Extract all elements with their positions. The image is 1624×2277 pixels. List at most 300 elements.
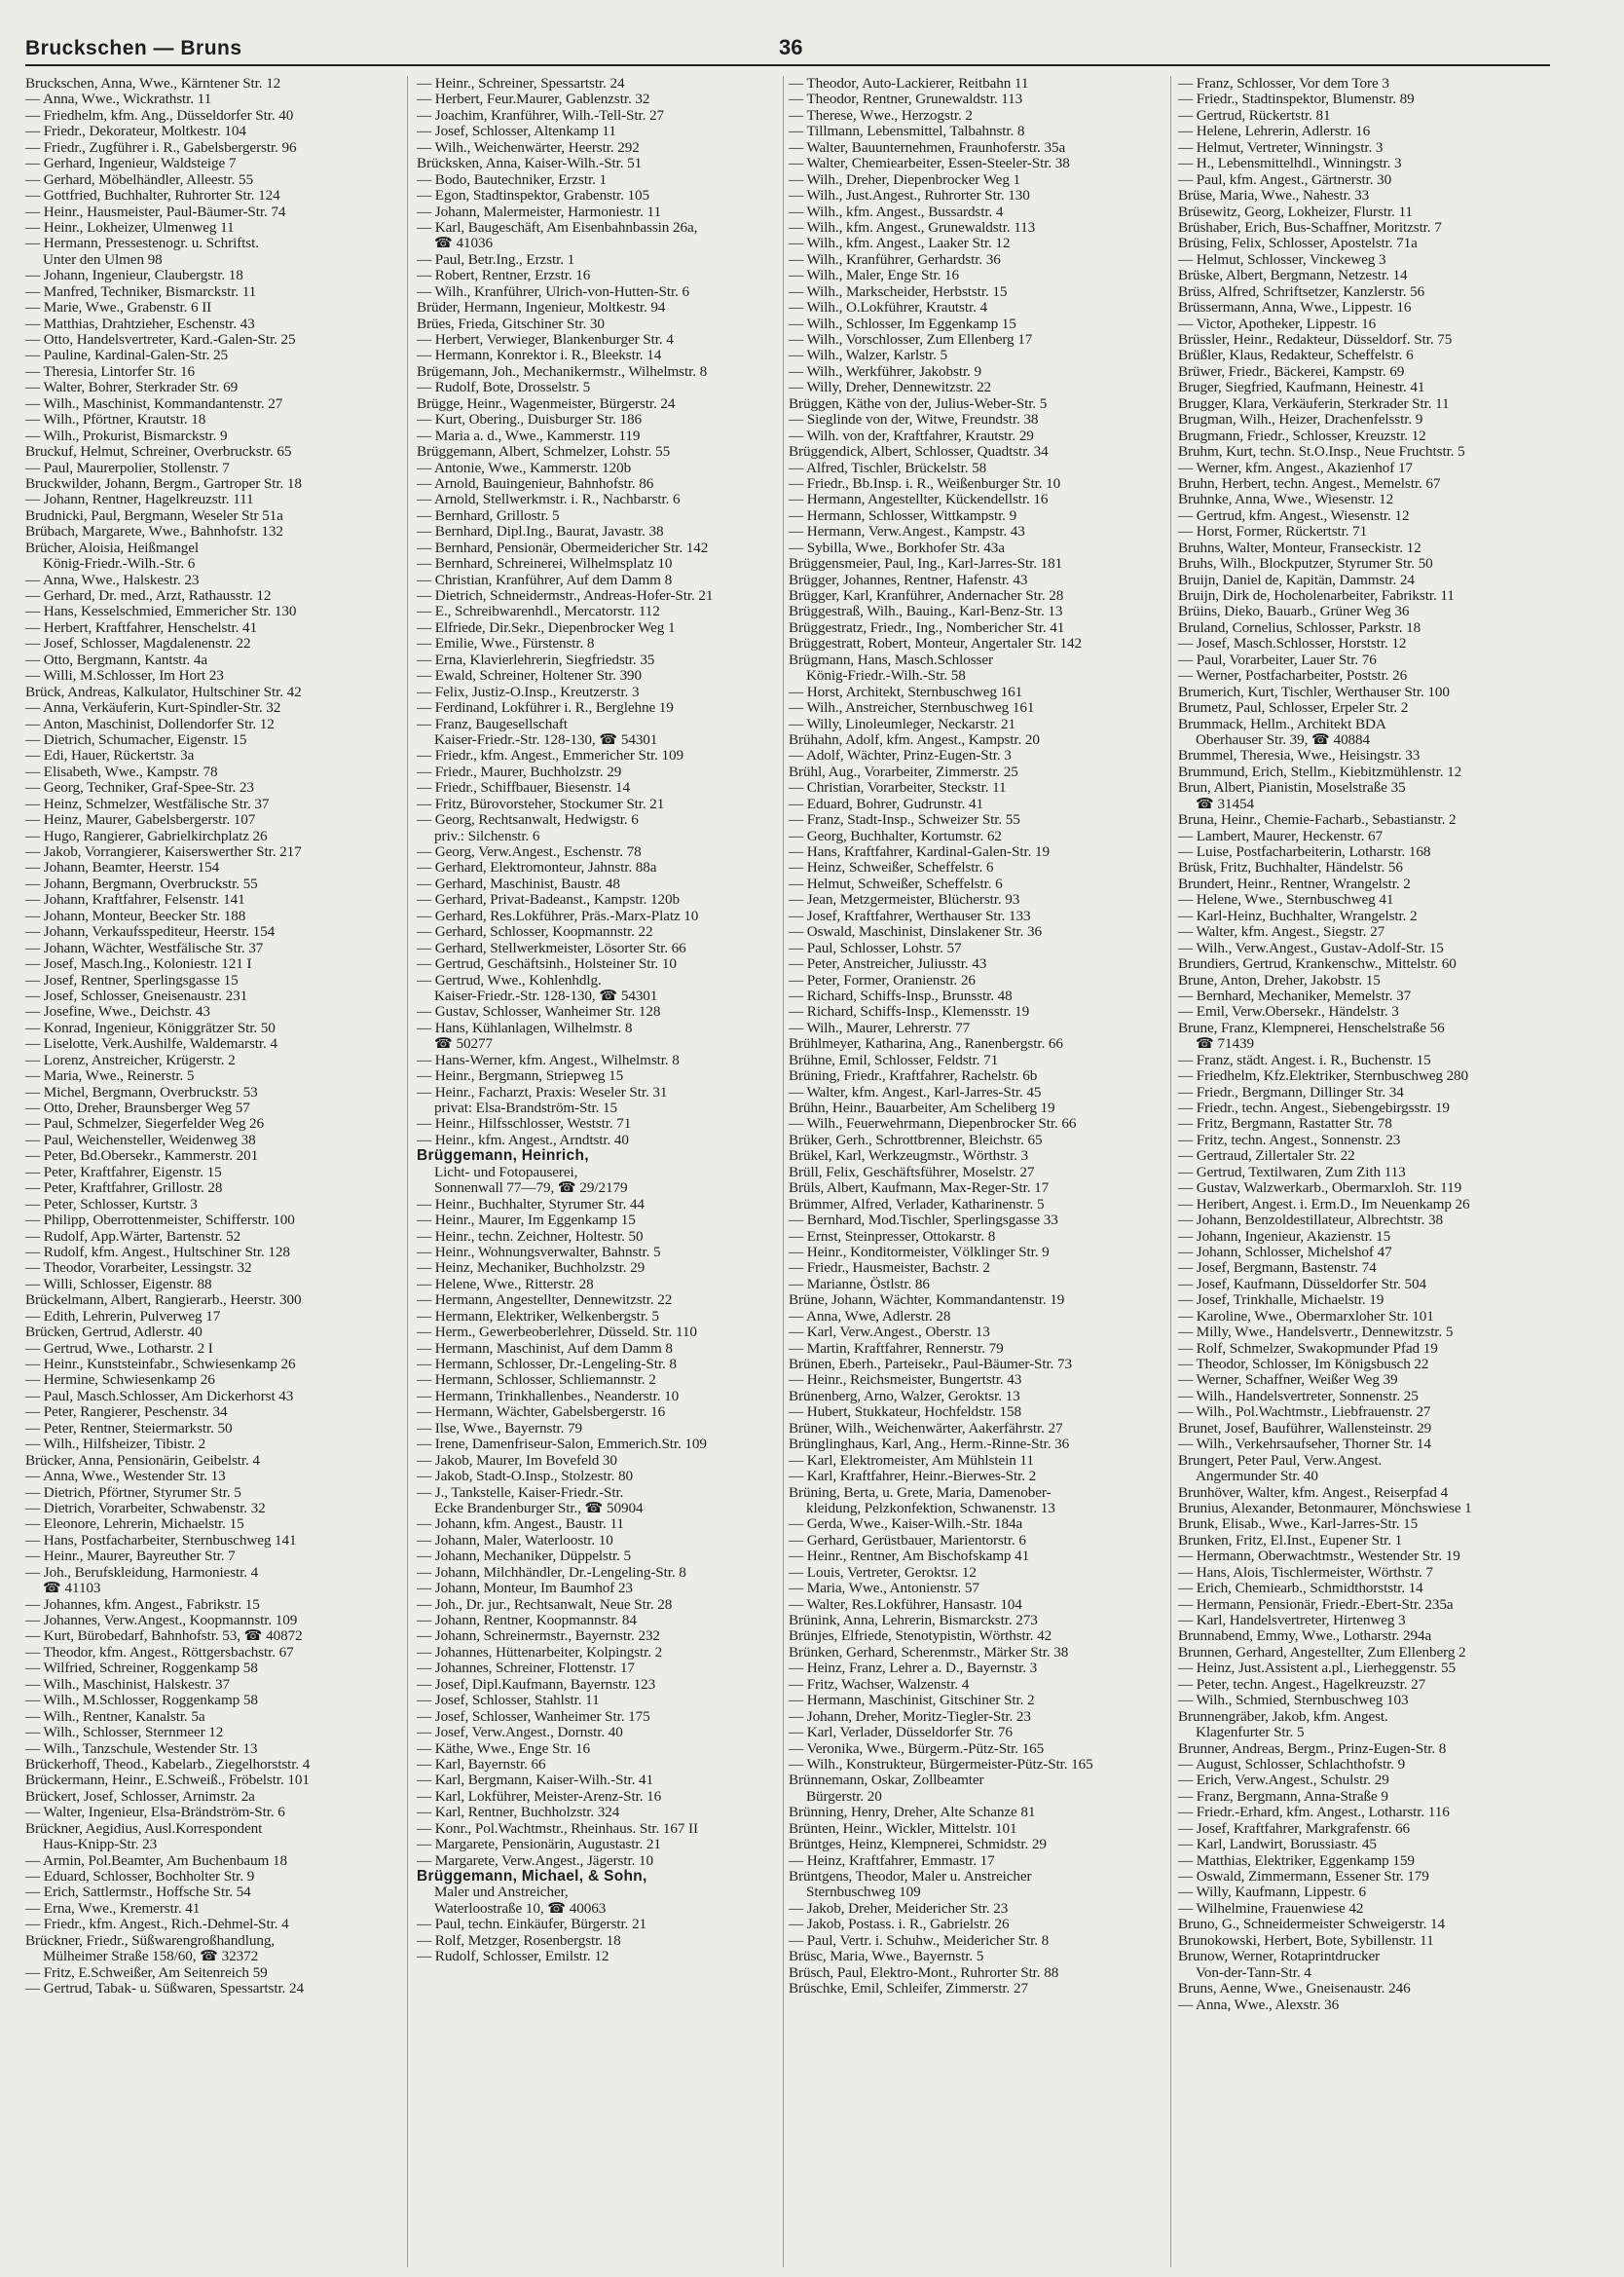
directory-entry: — Walter, kfm. Angest., Karl-Jarres-Str. 45: [789, 1084, 1042, 1101]
directory-entry: Brüshaber, Erich, Bus-Schaffner, Moritzstr. 7: [1178, 219, 1442, 236]
directory-entry: — Johann, Schlosser, Michelshof 47: [1178, 1244, 1392, 1260]
directory-entry: — Gerhard, Privat-Badeanst., Kampstr. 120b: [417, 892, 680, 909]
directory-entry: Brüning, Berta, u. Grete, Maria, Damenober-: [789, 1484, 1052, 1501]
directory-entry: — Gertrud, Tabak- u. Süßwaren, Spessartstr. 24: [25, 1981, 304, 1997]
directory-entry: — Heinr., Reichsmeister, Bungertstr. 43: [789, 1372, 1022, 1389]
directory-entry: — Georg, Rechtsanwalt, Hedwigstr. 6: [417, 812, 639, 829]
directory-entry: — Heinr., Maurer, Bayreuther Str. 7: [25, 1549, 236, 1565]
directory-entry: — Erich, Sattlermstr., Hoffsche Str. 54: [25, 1885, 251, 1901]
directory-entry: — Eleonore, Lehrerin, Michaelstr. 15: [25, 1516, 244, 1533]
directory-entry: — Josef, Dipl.Kaufmann, Bayernstr. 123: [417, 1676, 656, 1693]
directory-entry: — Dietrich, Vorarbeiter, Schwabenstr. 32: [25, 1500, 266, 1516]
directory-entry: — Heinr., techn. Zeichner, Holtestr. 50: [417, 1228, 644, 1245]
directory-entry: — Friedr., Bb.Insp. i. R., Weißenburger Str. 10: [789, 475, 1061, 492]
page-header: [25, 35, 1546, 62]
directory-entry: — Walter, Bauunternehmen, Fraunhoferstr. 35a: [789, 139, 1066, 156]
directory-entry: — Gerda, Wwe., Kaiser-Wilh.-Str. 184a: [789, 1516, 1023, 1533]
directory-entry: Brüwer, Friedr., Bäckerei, Kampstr. 69: [1178, 363, 1405, 380]
directory-entry: — Karl, Bergmann, Kaiser-Wilh.-Str. 41: [417, 1773, 654, 1789]
directory-entry: Brunnabend, Emmy, Wwe., Lotharstr. 294a: [1178, 1628, 1432, 1645]
directory-entry: — Josefine, Wwe., Deichstr. 43: [25, 1004, 210, 1021]
directory-entry: — Karl, Verlader, Düsseldorfer Str. 76: [789, 1725, 1013, 1741]
directory-entry: — Theodor, kfm. Angest., Röttgersbachstr. 67: [25, 1644, 294, 1661]
directory-entry: — Josef, Masch.Schlosser, Horststr. 12: [1178, 636, 1407, 653]
directory-entry: Brüner, Wilh., Weichenwärter, Aakerfährstr. 27: [789, 1420, 1063, 1437]
directory-entry: — Theodor, Schlosser, Im Königsbusch 22: [1178, 1357, 1429, 1372]
directory-entry: Sonnenwall 77—79, ☎ 29/2179: [434, 1180, 628, 1197]
directory-entry: Brückner, Aegidius, Ausl.Korrespondent: [25, 1820, 263, 1837]
directory-entry: Ecke Brandenburger Str., ☎ 50904: [434, 1500, 644, 1516]
directory-entry: Brundiers, Gertrud, Krankenschw., Mittelstr. 60: [1178, 956, 1457, 973]
directory-entry: — Wilh., kfm. Angest., Grunewaldstr. 113: [789, 219, 1036, 236]
directory-entry: Brückelmann, Albert, Rangierarb., Heerstr. 300: [25, 1292, 302, 1309]
directory-entry: — Hermann, Angestellter, Dennewitzstr. 22: [417, 1292, 673, 1309]
directory-entry: — Ernst, Steinpresser, Ottokarstr. 8: [789, 1228, 996, 1245]
directory-entry: — Heribert, Angest. i. Erm.D., Im Neuenkamp 26: [1178, 1196, 1470, 1213]
directory-entry: ☎ 31454: [1196, 796, 1254, 812]
directory-entry: — Josef, Bergmann, Bastenstr. 74: [1178, 1260, 1377, 1277]
directory-entry: Brückner, Friedr., Süßwarengroßhandlung,: [25, 1932, 276, 1949]
directory-entry: — Helmut, Vertreter, Winningstr. 3: [1178, 139, 1384, 156]
directory-entry: — Johannes, kfm. Angest., Fabrikstr. 15: [25, 1596, 260, 1613]
directory-entry: Brühlmeyer, Katharina, Ang., Ranenbergstr. 66: [789, 1036, 1063, 1053]
directory-entry: — Josef, Schlosser, Gneisenaustr. 231: [25, 988, 248, 1004]
directory-entry: — Heinz, Maurer, Gabelsbergerstr. 107: [25, 812, 256, 829]
directory-entry: Bruno, G., Schneidermeister Schweigerstr. 14: [1178, 1917, 1445, 1933]
directory-entry: — Friedr., Hausmeister, Bachstr. 2: [789, 1260, 990, 1277]
directory-entry: — Gerhard, Stellwerkmeister, Lösorter Str. 66: [417, 940, 686, 956]
directory-entry: Brüne, Johann, Wächter, Kommandantenstr. 19: [789, 1292, 1065, 1309]
directory-entry: — Wilh., O.Lokführer, Krautstr. 4: [789, 300, 987, 317]
directory-entry: — Sieglinde von der, Witwe, Freundstr. 38: [789, 412, 1039, 429]
directory-entry: Brugger, Klara, Verkäuferin, Sterkrader Str. 11: [1178, 395, 1450, 412]
directory-entry: — Franz, Baugesellschaft: [417, 716, 568, 732]
directory-entry: — Martin, Kraftfahrer, Rennerstr. 79: [789, 1340, 1004, 1357]
directory-entry: Brüss, Alfred, Schriftsetzer, Kanzlerstr. 56: [1178, 283, 1425, 300]
directory-entry: — Walter, Res.Lokführer, Hansastr. 104: [789, 1596, 1022, 1613]
directory-entry: Brüsing, Felix, Schlosser, Apostelstr. 71a: [1178, 236, 1418, 252]
directory-entry: — Helene, Wwe., Ritterstr. 28: [417, 1276, 594, 1292]
directory-entry: — Heinr., Konditormeister, Völklinger Str. 9: [789, 1244, 1050, 1260]
directory-entry: — Christian, Vorarbeiter, Steckstr. 11: [789, 780, 1007, 797]
directory-entry: Brückermann, Heinr., E.Schweiß., Fröbelstr. 101: [25, 1773, 310, 1789]
directory-entry: — Heinr., kfm. Angest., Arndtstr. 40: [417, 1132, 629, 1148]
directory-entry: — Margarete, Pensionärin, Augustastr. 21: [417, 1837, 661, 1853]
directory-entry: — Dietrich, Schneidermstr., Andreas-Hofer-Str. 21: [417, 588, 714, 604]
directory-entry: — Karl, Kraftfahrer, Heinr.-Bierwes-Str. 2: [789, 1469, 1037, 1485]
directory-entry: — Wilh., Anstreicher, Sternbuschweg 161: [789, 700, 1035, 717]
directory-entry: Brunnengräber, Jakob, kfm. Angest.: [1178, 1708, 1388, 1725]
directory-entry: — Arnold, Stellwerkmstr. i. R., Nachbarstr. 6: [417, 492, 681, 508]
directory-entry: — Paul, techn. Einkäufer, Bürgerstr. 21: [417, 1917, 647, 1933]
directory-entry: — Oswald, Maschinist, Dinslakener Str. 36: [789, 924, 1042, 941]
directory-entry: Brünink, Anna, Lehrerin, Bismarckstr. 273: [789, 1613, 1038, 1628]
directory-entry: Brücher, Aloisia, Heißmangel: [25, 540, 199, 556]
directory-entry: — Karl-Heinz, Buchhalter, Wrangelstr. 2: [1178, 908, 1418, 924]
directory-entry: — Anton, Maschinist, Dollendorfer Str. 12: [25, 716, 275, 732]
directory-entry: — Johann, Schreinermstr., Bayernstr. 232: [417, 1628, 660, 1645]
directory-entry: — Herbert, Kraftfahrer, Henschelstr. 41: [25, 619, 257, 636]
directory-entry: — Paul, Schmelzer, Siegerfelder Weg 26: [25, 1116, 265, 1133]
directory-entry: — Theodor, Rentner, Grunewaldstr. 113: [789, 92, 1023, 108]
directory-entry: — Jakob, Vorrangierer, Kaiserswerther Str. 217: [25, 844, 302, 860]
directory-entry: — Paul, Schlosser, Lohstr. 57: [789, 940, 962, 956]
directory-entry: — Peter, Kraftfahrer, Eigenstr. 15: [25, 1164, 222, 1180]
directory-entry: Brünnemann, Oskar, Zollbeamter: [789, 1773, 984, 1789]
directory-entry: — Johann, Verkaufsspediteur, Heerstr. 154: [25, 924, 276, 941]
directory-entry: Brüschke, Emil, Schleifer, Zimmerstr. 27: [789, 1981, 1028, 1997]
directory-entry: — Heinr., Lokheizer, Ulmenweg 11: [25, 219, 235, 236]
directory-entry: — Käthe, Wwe., Enge Str. 16: [417, 1740, 590, 1757]
directory-entry: Haus-Knipp-Str. 23: [43, 1837, 158, 1853]
directory-entry: Brügemann, Joh., Mechanikermstr., Wilhelmstr. 8: [417, 363, 708, 380]
directory-entry: — Hermann, Konrektor i. R., Bleekstr. 14: [417, 348, 662, 364]
directory-entry: — Anna, Wwe., Wickrathstr. 11: [25, 92, 212, 108]
directory-entry: — Paul, Masch.Schlosser, Am Dickerhorst 43: [25, 1388, 294, 1404]
directory-entry: Mülheimer Straße 158/60, ☎ 32372: [43, 1949, 259, 1965]
directory-entry: — Johann, Ingenieur, Claubergstr. 18: [25, 268, 243, 284]
directory-entry: — Michel, Bergmann, Overbruckstr. 53: [25, 1084, 258, 1101]
directory-entry: Brünjes, Elfriede, Stenotypistin, Wörthstr. 42: [789, 1628, 1052, 1645]
directory-entry: — Wilh., Feuerwehrmann, Diepenbrocker Str. 66: [789, 1116, 1077, 1133]
directory-entry: Brühn, Heinr., Bauarbeiter, Am Scheliberg 19: [789, 1101, 1055, 1116]
directory-entry: — Hermann, Schlosser, Wittkampstr. 9: [789, 507, 1017, 524]
directory-entry: Angermunder Str. 40: [1196, 1469, 1318, 1485]
directory-entry: — Wilh., Kranführer, Ulrich-von-Hutten-Str. 6: [417, 283, 689, 300]
directory-entry: Brunken, Fritz, El.Inst., Eupener Str. 1: [1178, 1532, 1403, 1549]
directory-entry: — Wilh., Vorschlosser, Zum Ellenberg 17: [789, 332, 1033, 348]
column-divider: [783, 76, 784, 2267]
directory-entry: — Wilh., Kranführer, Gerhardstr. 36: [789, 251, 1001, 268]
directory-entry: — Wilh. von der, Kraftfahrer, Krautstr. 29: [789, 428, 1034, 444]
directory-entry: — Wilh., Pol.Wachtmstr., Liebfrauenstr. 27: [1178, 1404, 1431, 1421]
column-1: [25, 76, 386, 2267]
directory-entry: Brügger, Karl, Kranführer, Andernacher Str. 28: [789, 588, 1064, 604]
directory-entry: — Wilh., Hilfsheizer, Tibistr. 2: [25, 1437, 206, 1453]
directory-entry: — Hans, Kühlanlagen, Wilhelmstr. 8: [417, 1020, 633, 1036]
directory-entry: — Heinr., Kunststeinfabr., Schwiesenkamp 26: [25, 1357, 296, 1372]
directory-entry: — Liselotte, Verk.Aushilfe, Waldemarstr. 4: [25, 1036, 277, 1053]
directory-entry: — Werner, kfm. Angest., Akazienhof 17: [1178, 460, 1413, 476]
directory-entry: — Edith, Lehrerin, Pulverweg 17: [25, 1308, 221, 1325]
directory-entry: — Johann, Ingenieur, Akazienstr. 15: [1178, 1228, 1391, 1245]
directory-entry: — Georg, Techniker, Graf-Spee-Str. 23: [25, 780, 254, 797]
directory-entry: — Johannes, Verw.Angest., Koopmannstr. 109: [25, 1613, 298, 1628]
directory-entry: — Heinz, Schmelzer, Westfälische Str. 37: [25, 796, 270, 812]
directory-entry: — Peter, Former, Oranienstr. 26: [789, 972, 976, 989]
directory-entry: — Hermine, Schwiesenkamp 26: [25, 1372, 215, 1389]
directory-entry: Brüggemann, Michael, & Sohn,: [417, 1869, 647, 1885]
directory-entry: — Gustav, Walzwerkarb., Obermarxloh. Str. 119: [1178, 1180, 1462, 1197]
directory-entry: Bruijn, Daniel de, Kapitän, Dammstr. 24: [1178, 572, 1415, 588]
directory-entry: — Franz, städt. Angest. i. R., Buchenstr. 15: [1178, 1052, 1431, 1068]
directory-entry: — Erna, Wwe., Kremerstr. 41: [25, 1900, 201, 1917]
directory-entry: — Franz, Schlosser, Vor dem Tore 3: [1178, 76, 1389, 92]
directory-entry: — Anna, Wwe., Westender Str. 13: [25, 1469, 226, 1485]
directory-entry: — Marianne, Östlstr. 86: [789, 1276, 930, 1292]
directory-entry: — Hans, Kesselschmied, Emmericher Str. 130: [25, 604, 297, 620]
directory-entry: — Antonie, Wwe., Kammerstr. 120b: [417, 460, 632, 476]
directory-entry: — Peter, Rentner, Steiermarkstr. 50: [25, 1420, 233, 1437]
directory-entry: Brühl, Aug., Vorarbeiter, Zimmerstr. 25: [789, 764, 1018, 780]
directory-entry: — Gerhard, Ingenieur, Waldsteige 7: [25, 156, 237, 172]
directory-entry: — Rudolf, App.Wärter, Bartenstr. 52: [25, 1228, 241, 1245]
directory-entry: — August, Schlosser, Schlachthofstr. 9: [1178, 1756, 1406, 1773]
directory-entry: — Friedhelm, kfm. Ang., Düsseldorfer Str. 40: [25, 107, 294, 124]
directory-entry: — Johann, Monteur, Beecker Str. 188: [25, 908, 246, 924]
directory-entry: König-Friedr.-Wilh.-Str. 58: [806, 668, 966, 685]
directory-entry: — Otto, Bergmann, Kantstr. 4a: [25, 652, 208, 668]
directory-entry: — Johann, Rentner, Hagelkreuzstr. 111: [25, 492, 254, 508]
directory-entry: — Alfred, Tischler, Brückelstr. 58: [789, 460, 987, 476]
directory-entry: — Willi, Schlosser, Eigenstr. 88: [25, 1276, 212, 1292]
directory-entry: — Wilh., Maurer, Lehrerstr. 77: [789, 1020, 971, 1036]
directory-entry: — Hermann, Wächter, Gabelsbergerstr. 16: [417, 1404, 666, 1421]
column-divider: [407, 76, 408, 2267]
directory-entry: — Sybilla, Wwe., Borkhofer Str. 43a: [789, 540, 1005, 556]
directory-entry: — Peter, Bd.Obersekr., Kammerstr. 201: [25, 1148, 259, 1165]
directory-entry: — Otto, Handelsvertreter, Kard.-Galen-Str. 25: [25, 332, 296, 348]
directory-entry: Bruhm, Kurt, techn. St.O.Insp., Neue Fruchtstr. 5: [1178, 444, 1465, 461]
directory-entry: — Jakob, Postass. i. R., Gabrielstr. 26: [789, 1917, 1010, 1933]
directory-entry: — Karl, Rentner, Buchholzstr. 324: [417, 1805, 620, 1821]
directory-entry: — Bernhard, Mod.Tischler, Sperlingsgasse 33: [789, 1213, 1058, 1229]
directory-entry: Unter den Ulmen 98: [43, 251, 163, 268]
directory-entry: Brünning, Henry, Dreher, Alte Schanze 81: [789, 1805, 1036, 1821]
directory-entry: — Johann, Benzoldestillateur, Albrechtstr. 38: [1178, 1213, 1444, 1229]
directory-entry: — Fritz, E.Schweißer, Am Seitenreich 59: [25, 1964, 268, 1981]
directory-entry: — Anna, Wwe, Adlerstr. 28: [789, 1308, 951, 1325]
directory-entry: — Wilh., Schmied, Sternbuschweg 103: [1178, 1693, 1409, 1709]
directory-entry: Brugman, Wilh., Heizer, Drachenfelsstr. 9: [1178, 412, 1423, 429]
directory-entry: Waterloostraße 10, ☎ 40063: [434, 1900, 607, 1917]
directory-entry: Bürgerstr. 20: [806, 1788, 882, 1805]
directory-entry: — Wilh., Weichenwärter, Heerstr. 292: [417, 139, 640, 156]
directory-entry: — Otto, Dreher, Braunsberger Weg 57: [25, 1101, 250, 1116]
directory-entry: — Erna, Klavierlehrerin, Siegfriedstr. 35: [417, 652, 655, 668]
directory-entry: Bruijn, Dirk de, Hocholenarbeiter, Fabrikstr. 11: [1178, 588, 1455, 604]
directory-entry: — Rudolf, Bote, Drosselstr. 5: [417, 380, 591, 396]
directory-entry: — Josef, Schlosser, Altenkamp 11: [417, 124, 616, 140]
directory-entry: Brünten, Heinr., Wickler, Mittelstr. 101: [789, 1820, 1017, 1837]
directory-entry: Brüggensmeier, Paul, Ing., Karl-Jarres-Str. 181: [789, 556, 1063, 573]
directory-entry: — Wilh., Handelsvertreter, Sonnenstr. 25: [1178, 1388, 1419, 1404]
directory-entry: — Johannes, Hüttenarbeiter, Kolpingstr. 2: [417, 1644, 663, 1661]
directory-entry: — Josef, Masch.Ing., Koloniestr. 121 I: [25, 956, 252, 973]
directory-entry: — Gertrud, Geschäftsinh., Holsteiner Str. 10: [417, 956, 677, 973]
directory-entry: — Hermann, Schlosser, Dr.-Lengeling-Str. 8: [417, 1357, 677, 1372]
directory-entry: — Wilh., Rentner, Kanalstr. 5a: [25, 1708, 205, 1725]
directory-entry: Brünken, Gerhard, Scherenmstr., Märker Str. 38: [789, 1644, 1069, 1661]
directory-entry: — Wilh., Prokurist, Bismarckstr. 9: [25, 428, 228, 444]
directory-entry: — Dietrich, Schumacher, Eigenstr. 15: [25, 731, 247, 748]
directory-entry: — Josef, Schlosser, Stahlstr. 11: [417, 1693, 600, 1709]
directory-entry: — Heinz, Schweißer, Scheffelstr. 6: [789, 860, 994, 877]
directory-entry: — Anna, Wwe., Alexstr. 36: [1178, 1997, 1340, 2013]
directory-entry: Von-der-Tann-Str. 4: [1196, 1964, 1311, 1981]
directory-entry: — Friedr.-Erhard, kfm. Angest., Lotharstr. 116: [1178, 1805, 1450, 1821]
directory-entry: — Hermann, Schlosser, Schliemannstr. 2: [417, 1372, 656, 1389]
directory-entry: — Hans, Alois, Tischlermeister, Wörthstr. 7: [1178, 1564, 1433, 1581]
page-number: 36: [779, 35, 803, 59]
directory-entry: — Konr., Pol.Wachtmstr., Rheinhaus. Str. 167 II: [417, 1820, 698, 1837]
directory-entry: — Heinr., Buchhalter, Styrumer Str. 44: [417, 1196, 645, 1213]
directory-entry: — Hans, Postfacharbeiter, Sternbuschweg 141: [25, 1532, 297, 1549]
directory-entry: — Horst, Architekt, Sternbuschweg 161: [789, 684, 1023, 700]
directory-entry: — Walter, Chemiearbeiter, Essen-Steeler-Str. 38: [789, 156, 1070, 172]
directory-entry: Brück, Andreas, Kalkulator, Hultschiner Str. 42: [25, 684, 302, 700]
directory-entry: — Franz, Stadt-Insp., Schweizer Str. 55: [789, 812, 1020, 829]
directory-entry: — Johann, kfm. Angest., Baustr. 11: [417, 1516, 624, 1533]
directory-entry: — Rolf, Schmelzer, Swakopmunder Pfad 19: [1178, 1340, 1438, 1357]
directory-entry: — Richard, Schiffs-Insp., Klemensstr. 19: [789, 1004, 1030, 1021]
directory-entry: — Paul, Weichensteller, Weidenweg 38: [25, 1132, 256, 1148]
directory-entry: — Therese, Wwe., Herzogstr. 2: [789, 107, 973, 124]
directory-entry: — Fritz, Bürovorsteher, Stockumer Str. 21: [417, 796, 665, 812]
directory-entry: — Joachim, Kranführer, Wilh.-Tell-Str. 27: [417, 107, 664, 124]
directory-entry: Brüntgens, Theodor, Maler u. Anstreicher: [789, 1869, 1032, 1885]
column-divider: [1170, 76, 1171, 2267]
directory-entry: Bruhs, Wilh., Blockputzer, Styrumer Str. 50: [1178, 556, 1433, 573]
directory-entry: — Emilie, Wwe., Fürstenstr. 8: [417, 636, 595, 653]
directory-entry: — Dietrich, Pförtner, Styrumer Str. 5: [25, 1484, 241, 1501]
directory-entry: — Karl, Handelsvertreter, Hirtenweg 3: [1178, 1613, 1406, 1628]
directory-entry: Bruckuf, Helmut, Schreiner, Overbruckstr. 65: [25, 444, 292, 461]
directory-entry: — Jakob, Dreher, Meidericher Str. 23: [789, 1900, 1009, 1917]
directory-entry: Brüggen, Käthe von der, Julius-Weber-Str. 5: [789, 395, 1048, 412]
directory-entry: — Johann, Kraftfahrer, Felsenstr. 141: [25, 892, 245, 909]
directory-entry: Brücken, Gertrud, Adlerstr. 40: [25, 1325, 203, 1341]
directory-entry: — Fritz, Wachser, Walzenstr. 4: [789, 1676, 970, 1693]
directory-entry: — Matthias, Drahtzieher, Eschenstr. 43: [25, 316, 255, 332]
directory-entry: — H., Lebensmittelhdl., Winningstr. 3: [1178, 156, 1402, 172]
directory-entry: ☎ 41103: [43, 1581, 101, 1597]
directory-entry: — Louis, Vertreter, Geroktsr. 12: [789, 1564, 977, 1581]
directory-entry: Brünglinghaus, Karl, Ang., Herm.-Rinne-Str. 36: [789, 1437, 1070, 1453]
directory-entry: ☎ 41036: [434, 236, 493, 252]
directory-entry: — Wilh., Verkehrsaufseher, Thorner Str. 14: [1178, 1437, 1431, 1453]
directory-entry: Brüsk, Fritz, Buchhalter, Händelstr. 56: [1178, 860, 1403, 877]
directory-entry: — Herbert, Verwieger, Blankenburger Str. 4: [417, 332, 674, 348]
directory-entry: Brüggestraß, Wilh., Bauing., Karl-Benz-Str. 13: [789, 604, 1063, 620]
directory-entry: Brun, Albert, Pianistin, Moselstraße 35: [1178, 780, 1406, 797]
directory-entry: Brüsch, Paul, Elektro-Mont., Ruhrorter Str. 88: [789, 1964, 1059, 1981]
directory-entry: — Walter, kfm. Angest., Siegstr. 27: [1178, 924, 1385, 941]
directory-entry: — Rolf, Metzger, Rosenbergstr. 18: [417, 1932, 621, 1949]
directory-entry: — Karl, Bayernstr. 66: [417, 1756, 546, 1773]
directory-entry: ☎ 71439: [1196, 1036, 1254, 1053]
directory-entry: — Ilse, Wwe., Bayernstr. 79: [417, 1420, 582, 1437]
directory-entry: — Bodo, Bautechniker, Erzstr. 1: [417, 171, 607, 188]
directory-entry: Brune, Anton, Dreher, Jakobstr. 15: [1178, 972, 1381, 989]
directory-entry: — Johann, Malermeister, Harmoniestr. 11: [417, 204, 661, 220]
directory-entry: — Theresia, Lintorfer Str. 16: [25, 363, 195, 380]
directory-entry: — Heinr., Facharzt, Praxis: Weseler Str. 31: [417, 1084, 668, 1101]
directory-entry: — Karl, Elektromeister, Am Mühlstein 11: [789, 1452, 1034, 1469]
directory-entry: — Wilh., Maler, Enge Str. 16: [789, 268, 959, 284]
directory-entry: — Wilh., Maschinist, Kommandantenstr. 27: [25, 395, 283, 412]
directory-entry: Brüntges, Heinz, Klempnerei, Schmidstr. 29: [789, 1837, 1047, 1853]
directory-entry: — Friedr., kfm. Angest., Emmericher Str. 109: [417, 748, 684, 765]
directory-entry: — Paul, Betr.Ing., Erzstr. 1: [417, 251, 575, 268]
directory-entry: — Wilh., Verw.Angest., Gustav-Adolf-Str. 15: [1178, 940, 1444, 956]
directory-entry: — Gottfried, Buchhalter, Ruhrorter Str. 124: [25, 188, 280, 205]
directory-entry: — Hermann, Trinkhallenbes., Neanderstr. 10: [417, 1388, 680, 1404]
directory-entry: — Johann, Monteur, Im Baumhof 23: [417, 1581, 633, 1597]
directory-entry: — Gertrud, Textilwaren, Zum Zith 113: [1178, 1164, 1406, 1180]
directory-entry: — Friedr., Dekorateur, Moltkestr. 104: [25, 124, 246, 140]
directory-entry: Brunokowski, Herbert, Bote, Sybillenstr. 11: [1178, 1932, 1434, 1949]
directory-entry: — Friedr., kfm. Angest., Rich.-Dehmel-Str. 4: [25, 1917, 289, 1933]
running-head: Bruckschen — Bruns: [25, 37, 242, 59]
directory-entry: — Matthias, Elektriker, Eggenkamp 159: [1178, 1852, 1415, 1869]
directory-entry: — Hermann, Angestellter, Kückendellstr. 16: [789, 492, 1049, 508]
directory-entry: — Wilh., Dreher, Diepenbrocker Weg 1: [789, 171, 1021, 188]
directory-entry: Brüggestratz, Friedr., Ing., Nombericher Str. 41: [789, 619, 1065, 636]
directory-entry: — Paul, Maurerpolier, Stollenstr. 7: [25, 460, 230, 476]
directory-entry: — Peter, Kraftfahrer, Grillostr. 28: [25, 1180, 223, 1197]
directory-entry: — Hugo, Rangierer, Gabrielkirchplatz 26: [25, 828, 268, 844]
directory-entry: Brunk, Elisab., Wwe., Karl-Jarres-Str. 15: [1178, 1516, 1419, 1533]
directory-entry: Brühne, Emil, Schlosser, Feldstr. 71: [789, 1052, 999, 1068]
directory-entry: — Paul, kfm. Angest., Gärtnerstr. 30: [1178, 171, 1392, 188]
directory-entry: Bruhnke, Anna, Wwe., Wiesenstr. 12: [1178, 492, 1394, 508]
directory-entry: — E., Schreibwarenhdl., Mercatorstr. 112: [417, 604, 660, 620]
directory-entry: Brüder, Hermann, Ingenieur, Moltkestr. 94: [417, 300, 666, 317]
directory-entry: Brüggemann, Albert, Schmelzer, Lohstr. 55: [417, 444, 671, 461]
column-4: [1178, 76, 1566, 2267]
directory-entry: Kaiser-Friedr.-Str. 128-130, ☎ 54301: [434, 731, 658, 748]
directory-entry: — Heinz, Mechaniker, Buchholzstr. 29: [417, 1260, 646, 1277]
directory-entry: — Johann, Rentner, Koopmannstr. 84: [417, 1613, 637, 1628]
directory-entry: — Maria, Wwe., Antonienstr. 57: [789, 1581, 979, 1597]
directory-entry: — Josef, Schlosser, Magdalenenstr. 22: [25, 636, 251, 653]
directory-entry: Brükel, Karl, Werkzeugmstr., Wörthstr. 3: [789, 1148, 1029, 1165]
directory-entry: Brüsc, Maria, Wwe., Bayernstr. 5: [789, 1949, 984, 1965]
directory-entry: — Adolf, Wächter, Prinz-Eugen-Str. 3: [789, 748, 1012, 765]
directory-entry: Brümmer, Alfred, Verlader, Katharinenstr. 5: [789, 1196, 1045, 1213]
directory-entry: kleidung, Pelzkonfektion, Schwanenstr. 13: [806, 1500, 1055, 1516]
directory-entry: — Helmut, Schweißer, Scheffelstr. 6: [789, 876, 1003, 892]
directory-entry: — Wilh., Werkführer, Jakobstr. 9: [789, 363, 981, 380]
directory-entry: Brüls, Albert, Kaufmann, Max-Reger-Str. 17: [789, 1180, 1050, 1197]
directory-entry: — Walter, Bohrer, Sterkrader Str. 69: [25, 380, 239, 396]
directory-entry: — Johannes, Schreiner, Flottenstr. 17: [417, 1661, 635, 1677]
directory-entry: — Gertrud, kfm. Angest., Wiesenstr. 12: [1178, 507, 1410, 524]
directory-entry: — Gertrud, Wwe., Kohlenhdlg.: [417, 972, 602, 989]
directory-entry: Brües, Frieda, Gitschiner Str. 30: [417, 316, 605, 332]
directory-entry: — Lorenz, Anstreicher, Krügerstr. 2: [25, 1052, 236, 1068]
directory-entry: — Ewald, Schreiner, Holtener Str. 390: [417, 668, 643, 685]
directory-entry: — Peter, Schlosser, Kurtstr. 3: [25, 1196, 198, 1213]
directory-entry: — Josef, Rentner, Sperlingsgasse 15: [25, 972, 239, 989]
column-2: [417, 76, 771, 2267]
directory-entry: — Werner, Postfacharbeiter, Poststr. 26: [1178, 668, 1408, 685]
directory-entry: Brüggestratt, Robert, Monteur, Angertaler Str. 142: [789, 636, 1083, 653]
directory-entry: Brüske, Albert, Bergmann, Netzestr. 14: [1178, 268, 1408, 284]
directory-entry: — Karl, Lokführer, Meister-Arenz-Str. 16: [417, 1788, 662, 1805]
directory-entry: Brühahn, Adolf, kfm. Angest., Kampstr. 20: [789, 731, 1040, 748]
directory-entry: privat: Elsa-Brandström-Str. 15: [434, 1101, 617, 1116]
directory-entry: — Friedr., Schiffbauer, Biesenstr. 14: [417, 780, 630, 797]
directory-entry: — Joh., Berufskleidung, Harmoniestr. 4: [25, 1564, 259, 1581]
directory-entry: Bruger, Siegfried, Kaufmann, Heinestr. 41: [1178, 380, 1425, 396]
directory-entry: Bruckschen, Anna, Wwe., Kärntener Str. 12: [25, 76, 281, 92]
directory-entry: — Manfred, Techniker, Bismarckstr. 11: [25, 283, 257, 300]
directory-entry: — Wilh., M.Schlosser, Roggenkamp 58: [25, 1693, 258, 1709]
directory-entry: — Friedr., techn. Angest., Siebengebirgsstr. 19: [1178, 1101, 1450, 1116]
directory-entry: Brügge, Heinr., Wagenmeister, Bürgerstr. 24: [417, 395, 676, 412]
